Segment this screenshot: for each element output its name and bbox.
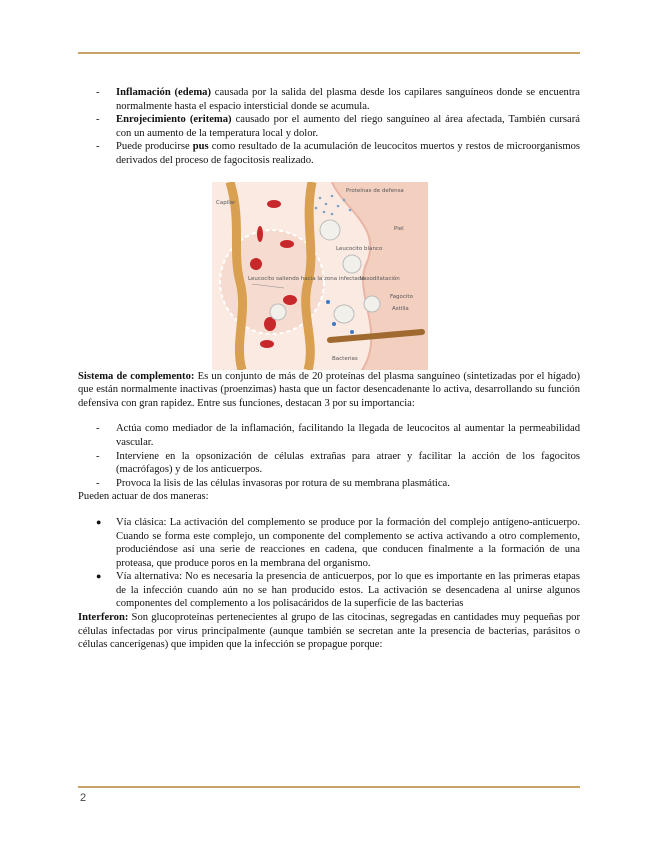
- interferon-paragraph: [78, 611, 580, 652]
- bullet-marker: -: [96, 423, 100, 435]
- bullet-marker: -: [96, 450, 100, 462]
- list-item: [78, 570, 580, 611]
- complemento-functions-list: [78, 422, 580, 490]
- list-item-text: Provoca la lisis de las células invasoras por rotura de su membrana plasmática.: [116, 477, 450, 489]
- label-leucocito-blanco: Leucocito blanco: [336, 245, 383, 252]
- label-capilar: Capilar: [216, 199, 236, 206]
- list-item-text: Vía alternativa: No es necesaria la presencia de anticuerpos, por lo que es importante en las primeras etapas de la infección cuando aún no se han producido estos. La activación se desencadena al unirse algunos componentes del complemento a los polisacáridos de la superficie de las bacterias: [116, 571, 580, 610]
- term-description: como resultado de la acumulación de leucocitos muertos y restos de microorganismos derivados del proceso de fagocitosis realizado.: [116, 141, 580, 166]
- bullet-marker: -: [96, 141, 100, 153]
- term-description: causado por el aumento del riego sanguíneo al área afectada, También cursará con un aumento de la temperatura local y dolor.: [116, 114, 580, 139]
- label-leucocito-saliendo: Leucocito saliendo hacia la zona infectada: [248, 275, 365, 282]
- term-description: causada por la salida del plasma desde los capilares sanguíneos donde se encuentra normalmente hasta el espacio intersticial donde se acumula.: [116, 87, 581, 112]
- section-intro: Es un conjunto de más de 20 proteínas del plasma sanguíneo (sintetizadas por el hígado) que están normalmente inactivas (proenzimas) hasta que un factor desencadenante lo activa, desarrollando su función defensiva con gran rapidez. Entre sus funciones, destacan 3 por su importancia:: [78, 370, 580, 409]
- page-content: [78, 86, 580, 652]
- label-fagocito: Fagocito: [390, 293, 413, 300]
- header-rule: [78, 52, 580, 54]
- list-item: [78, 450, 580, 477]
- list-item: [78, 516, 580, 570]
- term: pus: [192, 141, 209, 153]
- label-vasodilatacion: Vasodilatación: [360, 275, 400, 282]
- bullet-marker: -: [96, 477, 100, 489]
- complemento-ways-list: [78, 516, 580, 611]
- bullet-marker: -: [96, 114, 100, 126]
- list-item-text: Interviene en la opsonización de células extrañas para atraer y facilitar la acción de los fagocitos (macrófagos) y de los anticuerpos.: [116, 450, 580, 476]
- list-item: [78, 422, 580, 449]
- term: Inflamación (edema): [116, 87, 211, 98]
- section-heading: Sistema de complemento:: [78, 370, 195, 382]
- list-item-text: Actúa como mediador de la inflamación, facilitando la llegada de leucocitos al aumentar la permeabilidad vascular.: [116, 423, 580, 448]
- section-text: Son glucoproteínas pertenecientes al grupo de las citocinas, segregadas en cantidades muy pequeñas por células infectadas por virus principalmente (aunque también se secretan ante la presencia de bacterias, parásitos o células cancerígenas) que impiden que la infección se propague porque:: [78, 612, 580, 651]
- bullet-dot-icon: ●: [96, 571, 102, 582]
- list-item: [78, 140, 580, 167]
- list-item: [78, 113, 580, 140]
- label-astilla: Astilla: [392, 305, 409, 312]
- term: Enrojecimiento (eritema): [116, 114, 232, 126]
- list-item: [78, 86, 580, 113]
- page-number: 2: [80, 792, 87, 804]
- list-item-text: Vía clásica: La activación del complemento se produce por la formación del complejo antígeno-anticuerpo. Cuando se forma este complejo, un componente del complemento se activa activando a otro complemento, produciéndose así una serie de reacciones en cadena, que conducen finalmente a la formación de una proteasa, que produce poros en la membrana del organismo.: [116, 516, 580, 569]
- bullet-dot-icon: ●: [96, 516, 102, 527]
- complemento-paragraph: [78, 370, 580, 411]
- section-heading: Interferon:: [78, 612, 129, 624]
- term-prefix: Puede producirse: [116, 141, 193, 153]
- footer-rule: [78, 786, 580, 788]
- list-item: [78, 477, 580, 491]
- label-bacterias: Bacterias: [332, 355, 358, 362]
- inflammation-signs-list: [78, 86, 580, 168]
- label-piel: Piel: [394, 225, 404, 232]
- inflammation-illustration: [212, 182, 428, 370]
- bullet-marker: -: [96, 87, 100, 98]
- label-proteinas: Proteínas de defensa: [346, 187, 404, 194]
- ways-intro: Pueden actuar de dos maneras:: [78, 491, 209, 503]
